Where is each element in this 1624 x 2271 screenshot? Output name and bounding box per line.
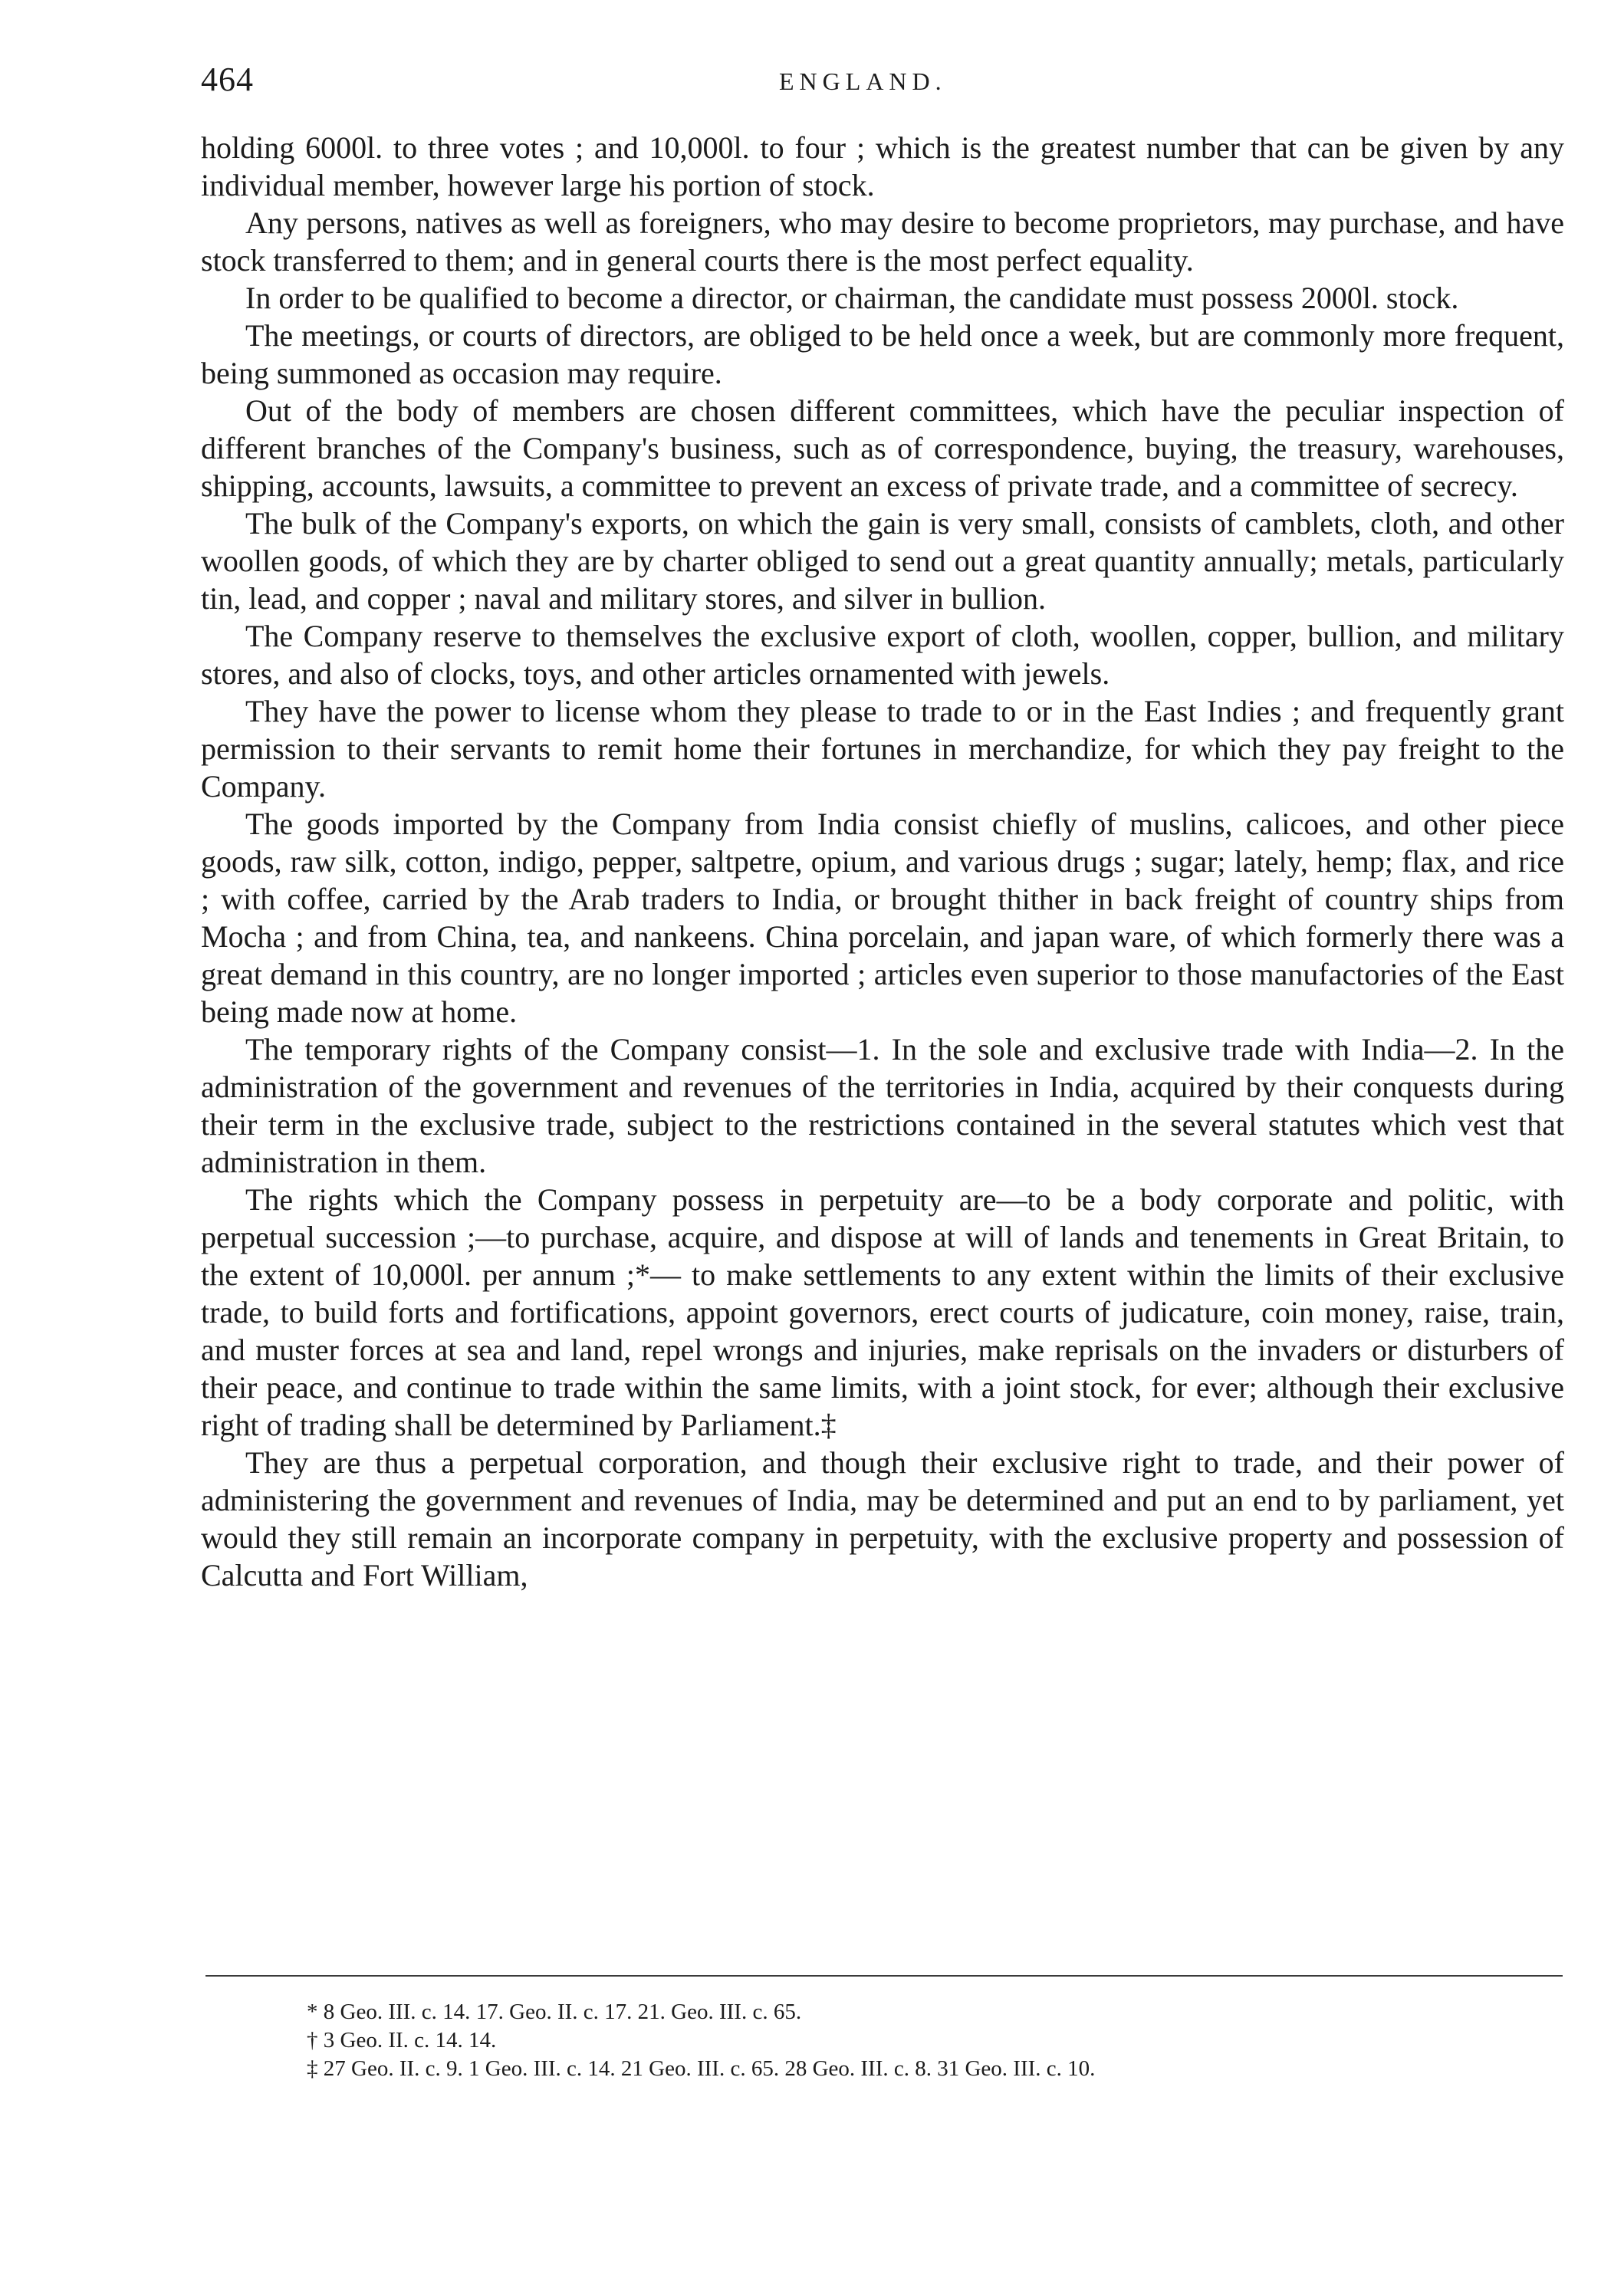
paragraph-exports: The bulk of the Company's exports, on which the gain is very small, consists of camblets, cloth, and other woollen goods, of which they are by charter obliged to send out a great quantity annually; metals, particularly tin, lead, and copper ; naval and military stores, and silver in bullion.	[201, 506, 1564, 616]
page-header	[0, 60, 1624, 106]
page-number: 464	[201, 61, 254, 98]
paragraph-director-qualification: In order to be qualified to become a director, or chairman, the candidate must possess 2000l. stock.	[245, 281, 1459, 315]
paragraph-temporary-rights: The temporary rights of the Company consist—1. In the sole and exclusive trade with India—2. In the administration of the government and revenues of the territories in India, acquired by their conquests during their term in the exclusive trade, subject to the restrictions contained in the several statutes which vest that administration in them.	[201, 1032, 1564, 1179]
footnote-asterisk: * 8 Geo. III. c. 14. 17. Geo. II. c. 17. 21. Geo. III. c. 65.	[307, 2000, 802, 2024]
paragraph-proprietors: Any persons, natives as well as foreigners, who may desire to become proprietors, may purchase, and have stock transferred to them; and in general courts there is the most perfect equality.	[201, 205, 1564, 278]
paragraph-voting: holding 6000l. to three votes ; and 10,000l. to four ; which is the greatest number that can be given by any individual member, however large his portion of stock.	[201, 130, 1564, 202]
paragraph-perpetual-corporation: They are thus a perpetual corporation, and though their exclusive right to trade, and their power of administering the government and revenues of India, may be determined and put an end to by parliament, yet would they still remain an incorporate company in perpetuity, with the exclusive property and possession of Calcutta and Fort William,	[201, 1445, 1564, 1592]
footnotes	[307, 1998, 1549, 2083]
paragraph-licenses: They have the power to license whom they please to trade to or in the East Indies ; and frequently grant permission to their servants to remit home their fortunes in merchandize, for which they pay freight to the Company.	[201, 694, 1564, 804]
footnote-dagger: † 3 Geo. II. c. 14. 14.	[307, 2028, 497, 2052]
running-head: ENGLAND.	[779, 67, 947, 95]
footnote-double-dagger: ‡ 27 Geo. II. c. 9. 1 Geo. III. c. 14. 21 Geo. III. c. 65. 28 Geo. III. c. 8. 31 Geo. III. c. 10.	[307, 2056, 1096, 2081]
paragraph-imports: The goods imported by the Company from India consist chiefly of muslins, calicoes, and other piece goods, raw silk, cotton, indigo, pepper, saltpetre, opium, and various drugs ; sugar; lately, hemp; flax, and rice ; with coffee, carried by the Arab traders to India, or brought thither in back freight of country ships from Mocha ; and from China, tea, and nankeens. China porcelain, and japan ware, of which formerly there was a great demand in this country, are no longer imported ; articles even superior to those manufactories of the East being made now at home.	[201, 807, 1564, 1029]
footnote-divider	[205, 1975, 1563, 1977]
body-text	[201, 129, 1564, 1594]
paragraph-exclusive-export: The Company reserve to themselves the exclusive export of cloth, woollen, copper, bullion, and military stores, and also of clocks, toys, and other articles ornamented with jewels.	[201, 619, 1564, 691]
paragraph-perpetual-rights: The rights which the Company possess in perpetuity are—to be a body corporate and politic, with perpetual succession ;—to purchase, acquire, and dispose at will of lands and tenements in Great Britain, to the extent of 10,000l. per annum ;*— to make settlements to any extent within the limits of their exclusive trade, to build forts and fortifications, appoint governors, erect courts of judicature, coin money, raise, train, and muster forces at sea and land, repel wrongs and injuries, make reprisals on the invaders or disturbers of their peace, and continue to trade within the same limits, with a joint stock, for ever; although their exclusive right of trading shall be determined by Parliament.‡	[201, 1182, 1564, 1442]
paragraph-committees: Out of the body of members are chosen different committees, which have the peculiar inspection of different branches of the Company's business, such as of correspondence, buying, the treasury, warehouses, shipping, accounts, lawsuits, a committee to prevent an excess of private trade, and a committee of secrecy.	[201, 393, 1564, 503]
paragraph-meetings: The meetings, or courts of directors, are obliged to be held once a week, but are commonly more frequent, being summoned as occasion may require.	[201, 318, 1564, 390]
